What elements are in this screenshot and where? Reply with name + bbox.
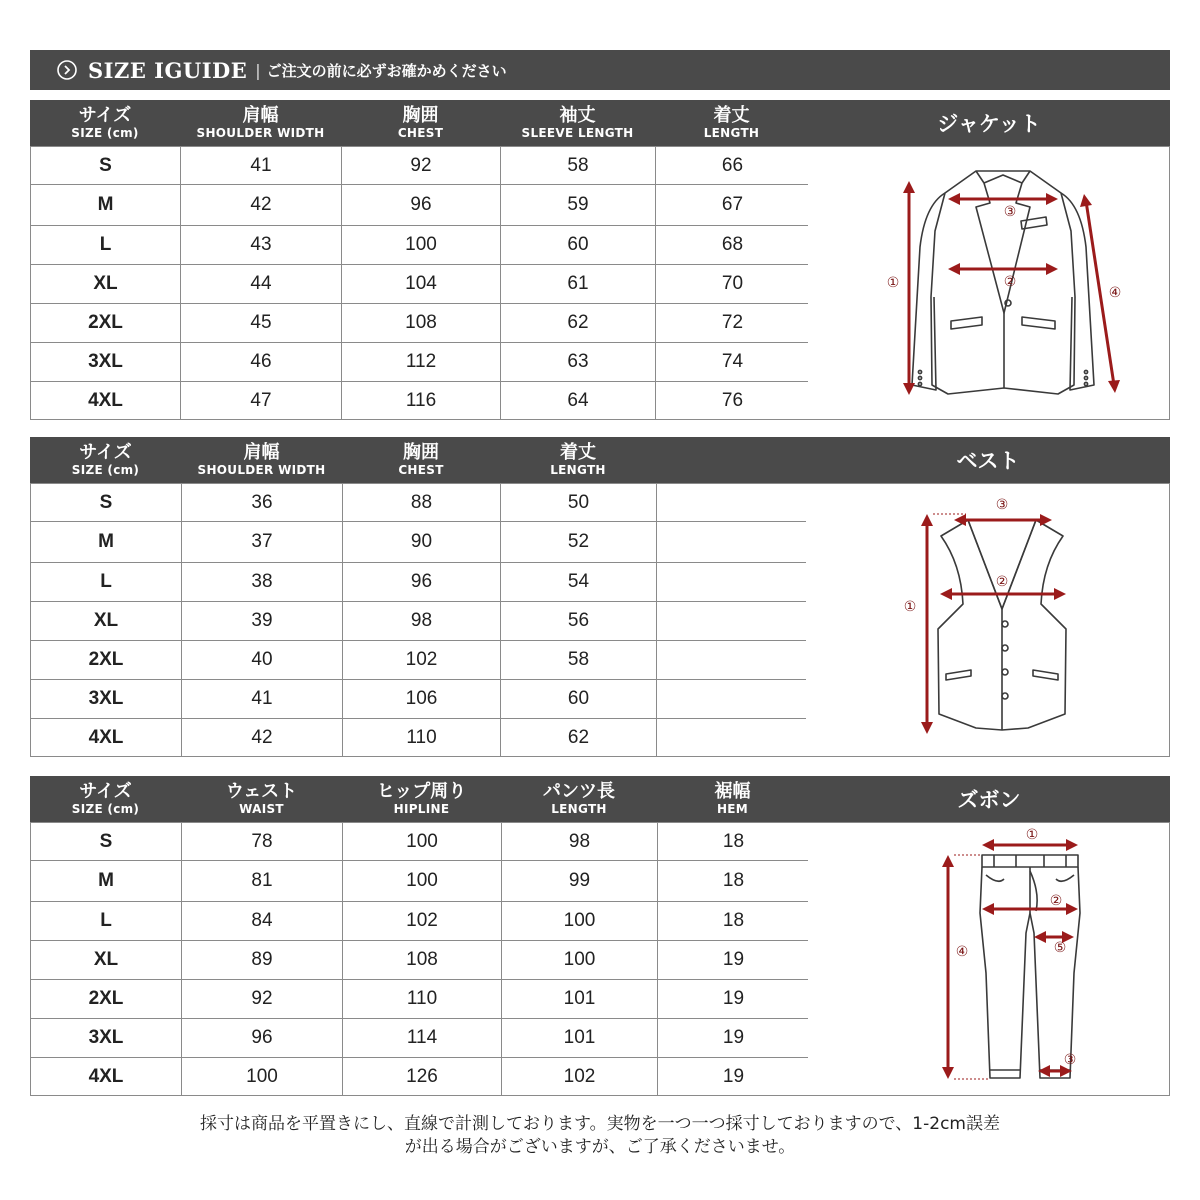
measurement-cell: 46: [181, 343, 342, 382]
measurement-cell: 64: [501, 382, 656, 420]
measurement-cell: 96: [342, 185, 501, 226]
measurement-note-line-1: 採寸は商品を平置きにし、直線で計測しております。実物を一つ一つ採寸しておりますので、1-2cm誤差: [200, 1114, 1000, 1134]
size-cell: 2XL: [31, 304, 181, 343]
table-row: [31, 185, 810, 226]
size-cell: 4XL: [31, 1058, 182, 1096]
measurement-cell: 68: [656, 226, 810, 265]
measurement-cell: 18: [658, 902, 810, 941]
measurement-cell: 116: [342, 382, 501, 420]
table-row: [31, 641, 808, 680]
measurement-cell: 61: [501, 265, 656, 304]
measurement-cell: 108: [342, 304, 501, 343]
measurement-cell: 42: [182, 719, 343, 757]
measurement-cell: 102: [343, 641, 501, 680]
measurement-cell: 42: [181, 185, 342, 226]
pants-marker-waist: ①: [1025, 827, 1039, 843]
measurement-cell: 50: [501, 484, 657, 522]
jacket-size-table: [30, 146, 810, 420]
measurement-cell: 67: [656, 185, 810, 226]
size-cell: M: [31, 861, 182, 902]
jacket-header-chest: 胸囲 CHEST: [397, 104, 444, 140]
measurement-cell: 41: [182, 680, 343, 719]
vest-header-length: 着丈 LENGTH: [550, 441, 606, 477]
measurement-cell: 96: [182, 1019, 343, 1058]
table-row: [31, 861, 810, 902]
table-row: [31, 522, 808, 563]
vest-garment-label: ベスト: [956, 449, 1020, 473]
size-cell: S: [31, 484, 182, 522]
empty-cell: [657, 484, 808, 522]
vest-size-table: [30, 483, 808, 757]
jacket-header-size: サイズ SIZE (cm): [71, 104, 139, 140]
measurement-cell: 96: [343, 563, 501, 602]
measurement-cell: 56: [501, 602, 657, 641]
measurement-cell: 58: [501, 641, 657, 680]
measurement-cell: 19: [658, 1019, 810, 1058]
pants-header-waist: ウェスト WAIST: [225, 780, 298, 816]
table-row: [31, 1019, 810, 1058]
size-cell: M: [31, 522, 182, 563]
table-row: [31, 484, 808, 522]
jacket-marker-length: ①: [886, 275, 900, 291]
table-row: [31, 719, 808, 757]
measurement-cell: 37: [182, 522, 343, 563]
empty-cell: [657, 719, 808, 757]
measurement-cell: 100: [343, 861, 502, 902]
empty-cell: [657, 522, 808, 563]
measurement-cell: 102: [343, 902, 502, 941]
measurement-cell: 98: [502, 823, 658, 861]
measurement-cell: 100: [343, 823, 502, 861]
vest-header-shoulder: 肩幅 SHOULDER WIDTH: [197, 441, 326, 477]
jacket-marker-shoulder: ③: [1003, 204, 1017, 220]
measurement-cell: 19: [658, 941, 810, 980]
table-row: [31, 941, 810, 980]
table-row: [31, 265, 810, 304]
size-cell: S: [31, 147, 181, 185]
measurement-cell: 44: [181, 265, 342, 304]
measurement-cell: 66: [656, 147, 810, 185]
pants-header-size: サイズ SIZE (cm): [71, 780, 140, 816]
table-row: [31, 980, 810, 1019]
measurement-cell: 114: [343, 1019, 502, 1058]
size-guide-title: SIZE IGUIDE: [88, 57, 248, 83]
measurement-cell: 110: [343, 719, 501, 757]
pants-marker-hem: ③: [1063, 1052, 1077, 1068]
vest-marker-chest: ②: [995, 574, 1009, 590]
empty-cell: [657, 602, 808, 641]
vest-diagram: [806, 483, 1170, 757]
size-cell: S: [31, 823, 182, 861]
measurement-cell: 58: [501, 147, 656, 185]
jacket-garment-label: ジャケット: [937, 112, 1041, 136]
pants-size-section: [30, 776, 1170, 1096]
jacket-header-shoulder: 肩幅 SHOULDER WIDTH: [196, 104, 325, 140]
measurement-cell: 62: [501, 304, 656, 343]
size-cell: XL: [31, 941, 182, 980]
size-cell: 2XL: [31, 980, 182, 1019]
measurement-cell: 52: [501, 522, 657, 563]
measurement-cell: 92: [182, 980, 343, 1019]
size-cell: L: [31, 563, 182, 602]
chevron-right-circle-icon: [56, 59, 78, 81]
vest-marker-shoulder: ③: [995, 497, 1009, 513]
measurement-cell: 98: [343, 602, 501, 641]
measurement-cell: 41: [181, 147, 342, 185]
pants-diagram: [808, 822, 1170, 1096]
measurement-cell: 89: [182, 941, 343, 980]
title-separator: |: [255, 60, 261, 80]
measurement-cell: 40: [182, 641, 343, 680]
empty-cell: [657, 680, 808, 719]
pants-garment-label: ズボン: [957, 788, 1021, 812]
size-cell: 2XL: [31, 641, 182, 680]
measurement-cell: 72: [656, 304, 810, 343]
measurement-cell: 59: [501, 185, 656, 226]
size-cell: 4XL: [31, 719, 182, 757]
jacket-marker-chest: ②: [1003, 274, 1017, 290]
measurement-cell: 43: [181, 226, 342, 265]
measurement-cell: 38: [182, 563, 343, 602]
pants-header-hem: 裾幅 HEM: [714, 780, 751, 816]
measurement-cell: 45: [181, 304, 342, 343]
table-row: [31, 304, 810, 343]
size-guide-title-bar: [30, 50, 1170, 90]
measurement-cell: 100: [182, 1058, 343, 1096]
table-row: [31, 602, 808, 641]
measurement-cell: 108: [343, 941, 502, 980]
table-row: [31, 147, 810, 185]
pants-marker-hip: ②: [1049, 893, 1063, 909]
measurement-cell: 126: [343, 1058, 502, 1096]
measurement-cell: 100: [502, 902, 658, 941]
measurement-cell: 104: [342, 265, 501, 304]
measurement-cell: 99: [502, 861, 658, 902]
empty-cell: [657, 641, 808, 680]
table-row: [31, 902, 810, 941]
measurement-cell: 39: [182, 602, 343, 641]
vest-header-size: サイズ SIZE (cm): [71, 441, 140, 477]
measurement-cell: 78: [182, 823, 343, 861]
vest-marker-length: ①: [903, 599, 917, 615]
jacket-header-sleeve: 袖丈 SLEEVE LENGTH: [521, 104, 634, 140]
measurement-cell: 47: [181, 382, 342, 420]
pants-size-table: [30, 822, 810, 1096]
pants-marker-leg: ⑤: [1053, 940, 1067, 956]
jacket-size-section: [30, 100, 1170, 420]
size-cell: L: [31, 226, 181, 265]
vest-size-section: [30, 437, 1170, 758]
measurement-cell: 112: [342, 343, 501, 382]
table-row: [31, 823, 810, 861]
measurement-cell: 18: [658, 861, 810, 902]
measurement-cell: 88: [343, 484, 501, 522]
measurement-cell: 19: [658, 1058, 810, 1096]
measurement-cell: 19: [658, 980, 810, 1019]
measurement-cell: 62: [501, 719, 657, 757]
table-row: [31, 382, 810, 420]
measurement-cell: 101: [502, 980, 658, 1019]
table-row: [31, 1058, 810, 1096]
vest-header-chest: 胸囲 CHEST: [398, 441, 444, 477]
measurement-cell: 110: [343, 980, 502, 1019]
measurement-cell: 92: [342, 147, 501, 185]
measurement-cell: 54: [501, 563, 657, 602]
size-cell: 3XL: [31, 1019, 182, 1058]
measurement-cell: 101: [502, 1019, 658, 1058]
table-row: [31, 680, 808, 719]
jacket-header-length: 着丈 LENGTH: [703, 104, 760, 140]
measurement-cell: 106: [343, 680, 501, 719]
measurement-cell: 100: [502, 941, 658, 980]
measurement-cell: 60: [501, 226, 656, 265]
measurement-cell: 76: [656, 382, 810, 420]
measurement-cell: 70: [656, 265, 810, 304]
pants-header-length: パンツ長 LENGTH: [543, 780, 615, 816]
jacket-marker-sleeve: ④: [1108, 285, 1122, 301]
measurement-cell: 60: [501, 680, 657, 719]
measurement-cell: 74: [656, 343, 810, 382]
size-cell: XL: [31, 602, 182, 641]
measurement-cell: 100: [342, 226, 501, 265]
measurement-cell: 102: [502, 1058, 658, 1096]
measurement-cell: 81: [182, 861, 343, 902]
size-cell: 4XL: [31, 382, 181, 420]
table-row: [31, 343, 810, 382]
jacket-diagram: [808, 146, 1170, 420]
measurement-cell: 18: [658, 823, 810, 861]
measurement-cell: 36: [182, 484, 343, 522]
size-cell: M: [31, 185, 181, 226]
empty-cell: [657, 563, 808, 602]
size-guide-subtitle: ご注文の前に必ずお確かめください: [266, 61, 507, 80]
measurement-cell: 84: [182, 902, 343, 941]
measurement-cell: 90: [343, 522, 501, 563]
size-cell: L: [31, 902, 182, 941]
table-row: [31, 226, 810, 265]
size-cell: 3XL: [31, 680, 182, 719]
measurement-note-line-2: が出る場合がございますが、ご了承くださいませ。: [404, 1137, 796, 1157]
size-cell: 3XL: [31, 343, 181, 382]
size-cell: XL: [31, 265, 181, 304]
pants-marker-length: ④: [955, 944, 969, 960]
table-row: [31, 563, 808, 602]
pants-header-hip: ヒップ周り HIPLINE: [376, 780, 467, 816]
measurement-cell: 63: [501, 343, 656, 382]
